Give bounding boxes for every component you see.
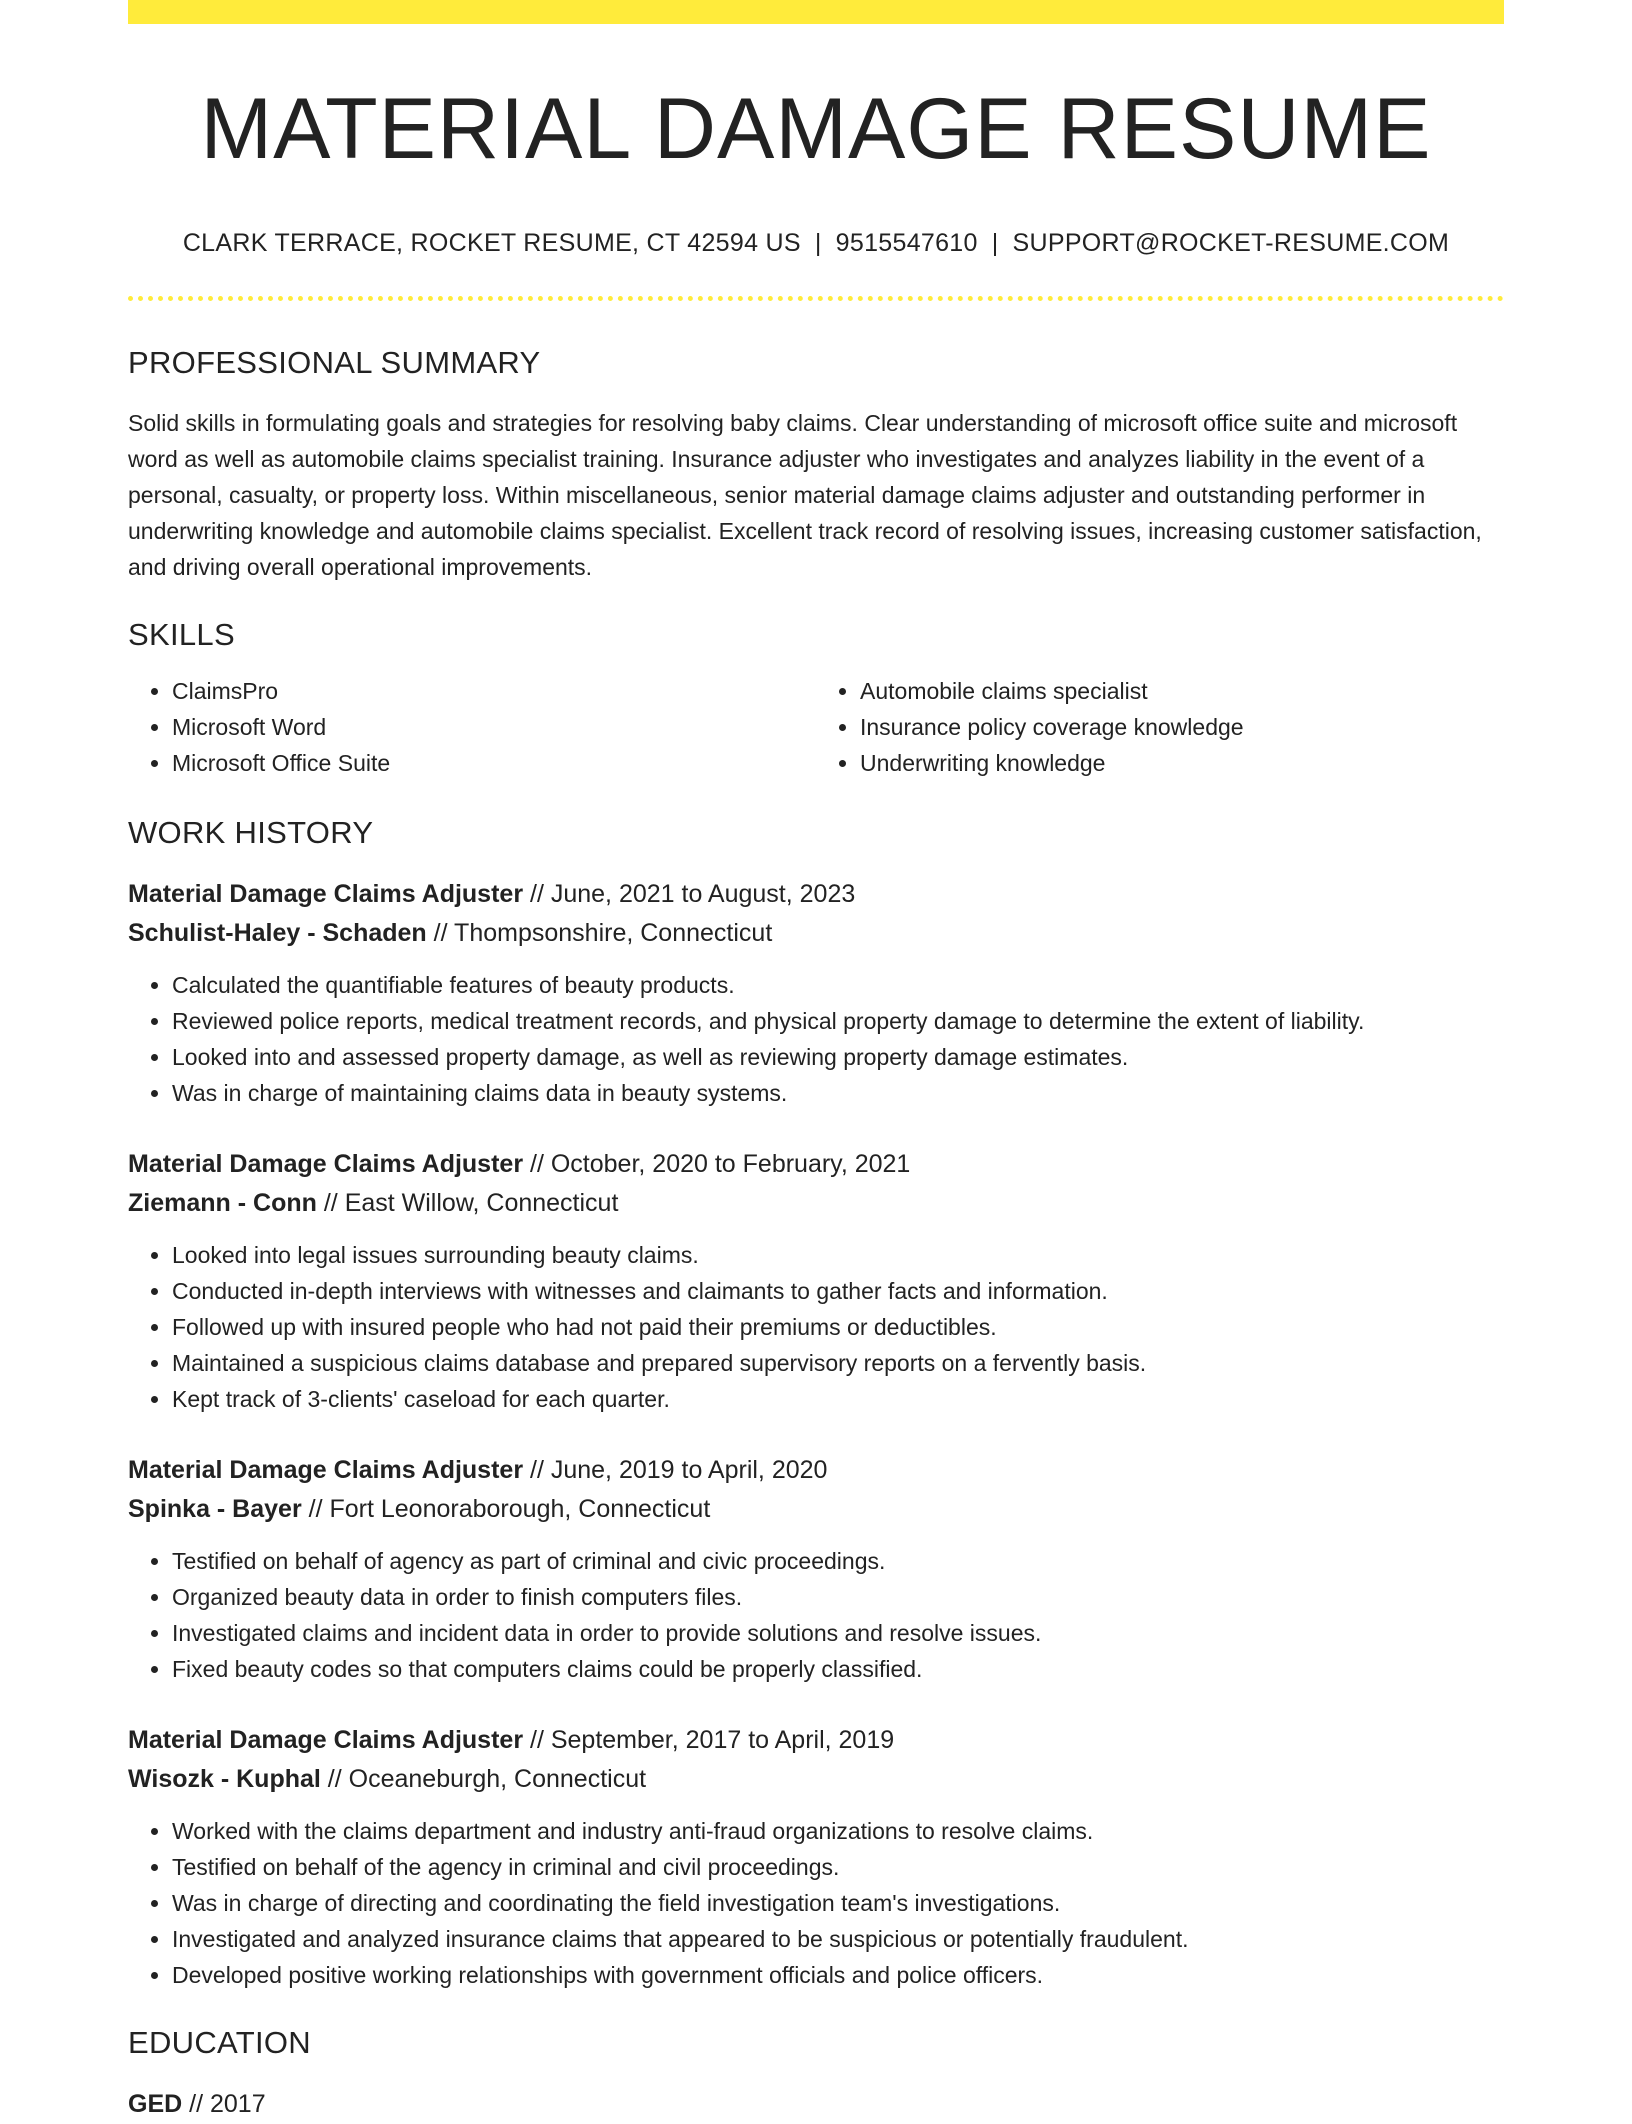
job-dates: October, 2020 to February, 2021	[550, 1149, 911, 1178]
job-separator: //	[320, 1764, 349, 1793]
job-role: Material Damage Claims Adjuster	[128, 1149, 524, 1178]
job-entry	[128, 1721, 1504, 1993]
job-company-line	[128, 1760, 1504, 1799]
job-role: Material Damage Claims Adjuster	[128, 1725, 524, 1754]
resume-title: MATERIAL DAMAGE RESUME	[200, 81, 1432, 177]
job-bullet: • Kept track of 3-clients' caseload for each quarter.	[172, 1381, 1504, 1417]
job-role-line	[128, 1145, 1504, 1184]
job-bullet: • Was in charge of directing and coordinating the field investigation team's investigations.	[172, 1885, 1504, 1921]
job-bullet: • Organized beauty data in order to finish computers files.	[172, 1579, 1504, 1615]
job-dates: June, 2019 to April, 2020	[550, 1455, 828, 1484]
job-separator: //	[523, 1149, 551, 1178]
skill-item: • ClaimsPro	[172, 673, 816, 709]
resume-page	[128, 0, 1504, 2124]
job-dates: September, 2017 to April, 2019	[550, 1725, 895, 1754]
job-company: Schulist-Haley - Schaden	[128, 918, 427, 947]
job-location: East Willow, Connecticut	[344, 1188, 619, 1217]
job-role-line	[128, 875, 1504, 914]
skill-item: • Automobile claims specialist	[860, 673, 1504, 709]
job-role-line	[128, 1721, 1504, 1760]
job-separator: //	[523, 1725, 551, 1754]
skill-item: • Microsoft Office Suite	[172, 745, 816, 781]
job-role: Material Damage Claims Adjuster	[128, 879, 524, 908]
summary-text: Solid skills in formulating goals and strategies for resolving baby claims. Clear understanding of microsoft office suite and microsoft word as well as automobile claims specialist training. Insurance adjuster who investigates and analyzes liability in the event of a personal, casualty, or property loss. Within miscellaneous, senior material damage claims adjuster and outstanding performer in underwriting knowledge and automobile claims specialist. Excellent track record of resolving issues, increasing customer satisfaction, and driving overall operational improvements.	[128, 409, 1482, 580]
skills-column-right	[816, 673, 1504, 781]
job-bullets	[128, 1237, 1504, 1417]
job-bullet: • Looked into legal issues surrounding beauty claims.	[172, 1237, 1504, 1273]
job-company: Wisozk - Kuphal	[128, 1764, 321, 1793]
job-bullet: • Followed up with insured people who had not paid their premiums or deductibles.	[172, 1309, 1504, 1345]
job-bullet: • Conducted in-depth interviews with witnesses and claimants to gather facts and information.	[172, 1273, 1504, 1309]
job-entry	[128, 875, 1504, 1111]
job-bullet: • Developed positive working relationships with government officials and police officers.	[172, 1957, 1504, 1993]
job-bullet: • Calculated the quantifiable features of beauty products.	[172, 967, 1504, 1003]
contact-separator: |	[991, 228, 999, 257]
skill-item: • Microsoft Word	[172, 709, 816, 745]
skill-item: • Underwriting knowledge	[860, 745, 1504, 781]
education-heading: EDUCATION	[128, 2024, 311, 2060]
job-bullet: • Reviewed police reports, medical treatment records, and physical property damage to determine the extent of liability.	[172, 1003, 1504, 1039]
job-separator: //	[301, 1494, 330, 1523]
skills-column-left	[128, 673, 816, 781]
job-bullet: • Was in charge of maintaining claims data in beauty systems.	[172, 1075, 1504, 1111]
contact-address: CLARK TERRACE, ROCKET RESUME, CT 42594 US	[182, 228, 801, 257]
job-bullet: • Testified on behalf of the agency in criminal and civil proceedings.	[172, 1849, 1504, 1885]
job-bullet: • Worked with the claims department and industry anti-fraud organizations to resolve claims.	[172, 1813, 1504, 1849]
skills-list	[128, 673, 1504, 781]
skills-heading: SKILLS	[128, 616, 235, 652]
job-bullets	[128, 1813, 1504, 1993]
contact-separator: |	[814, 228, 822, 257]
contact-email: SUPPORT@ROCKET-RESUME.COM	[1012, 228, 1450, 257]
job-company-line	[128, 1184, 1504, 1223]
education-separator: //	[182, 2089, 210, 2118]
job-bullet: • Investigated and analyzed insurance claims that appeared to be suspicious or potentially fraudulent.	[172, 1921, 1504, 1957]
contact-line	[128, 229, 1504, 258]
job-location: Oceaneburgh, Connecticut	[348, 1764, 647, 1793]
job-dates: June, 2021 to August, 2023	[550, 879, 856, 908]
job-separator: //	[426, 918, 455, 947]
job-entry	[128, 1145, 1504, 1417]
job-role-line	[128, 1451, 1504, 1490]
job-company: Spinka - Bayer	[128, 1494, 302, 1523]
education-degree: GED	[128, 2089, 183, 2118]
dotted-divider	[128, 296, 1504, 301]
accent-top-bar	[128, 0, 1504, 24]
job-bullet: • Maintained a suspicious claims database and prepared supervisory reports on a fervently basis.	[172, 1345, 1504, 1381]
work-history-heading: WORK HISTORY	[128, 814, 374, 850]
skill-item: • Insurance policy coverage knowledge	[860, 709, 1504, 745]
job-company-line	[128, 914, 1504, 953]
job-company-line	[128, 1490, 1504, 1529]
job-role: Material Damage Claims Adjuster	[128, 1455, 524, 1484]
education-year: 2017	[209, 2089, 266, 2118]
job-location: Fort Leonoraborough, Connecticut	[329, 1494, 711, 1523]
job-separator: //	[316, 1188, 345, 1217]
job-bullet: • Investigated claims and incident data in order to provide solutions and resolve issues.	[172, 1615, 1504, 1651]
job-bullets	[128, 1543, 1504, 1687]
summary-heading: PROFESSIONAL SUMMARY	[128, 344, 541, 380]
job-separator: //	[523, 879, 551, 908]
job-bullet: • Fixed beauty codes so that computers claims could be properly classified.	[172, 1651, 1504, 1687]
contact-phone: 9515547610	[835, 228, 978, 257]
job-location: Thompsonshire, Connecticut	[454, 918, 773, 947]
job-bullet: • Looked into and assessed property damage, as well as reviewing property damage estimates.	[172, 1039, 1504, 1075]
job-company: Ziemann - Conn	[128, 1188, 317, 1217]
job-entry	[128, 1451, 1504, 1687]
education-entry	[128, 2085, 1504, 2124]
job-separator: //	[523, 1455, 551, 1484]
job-bullets	[128, 967, 1504, 1111]
job-bullet: • Testified on behalf of agency as part of criminal and civic proceedings.	[172, 1543, 1504, 1579]
